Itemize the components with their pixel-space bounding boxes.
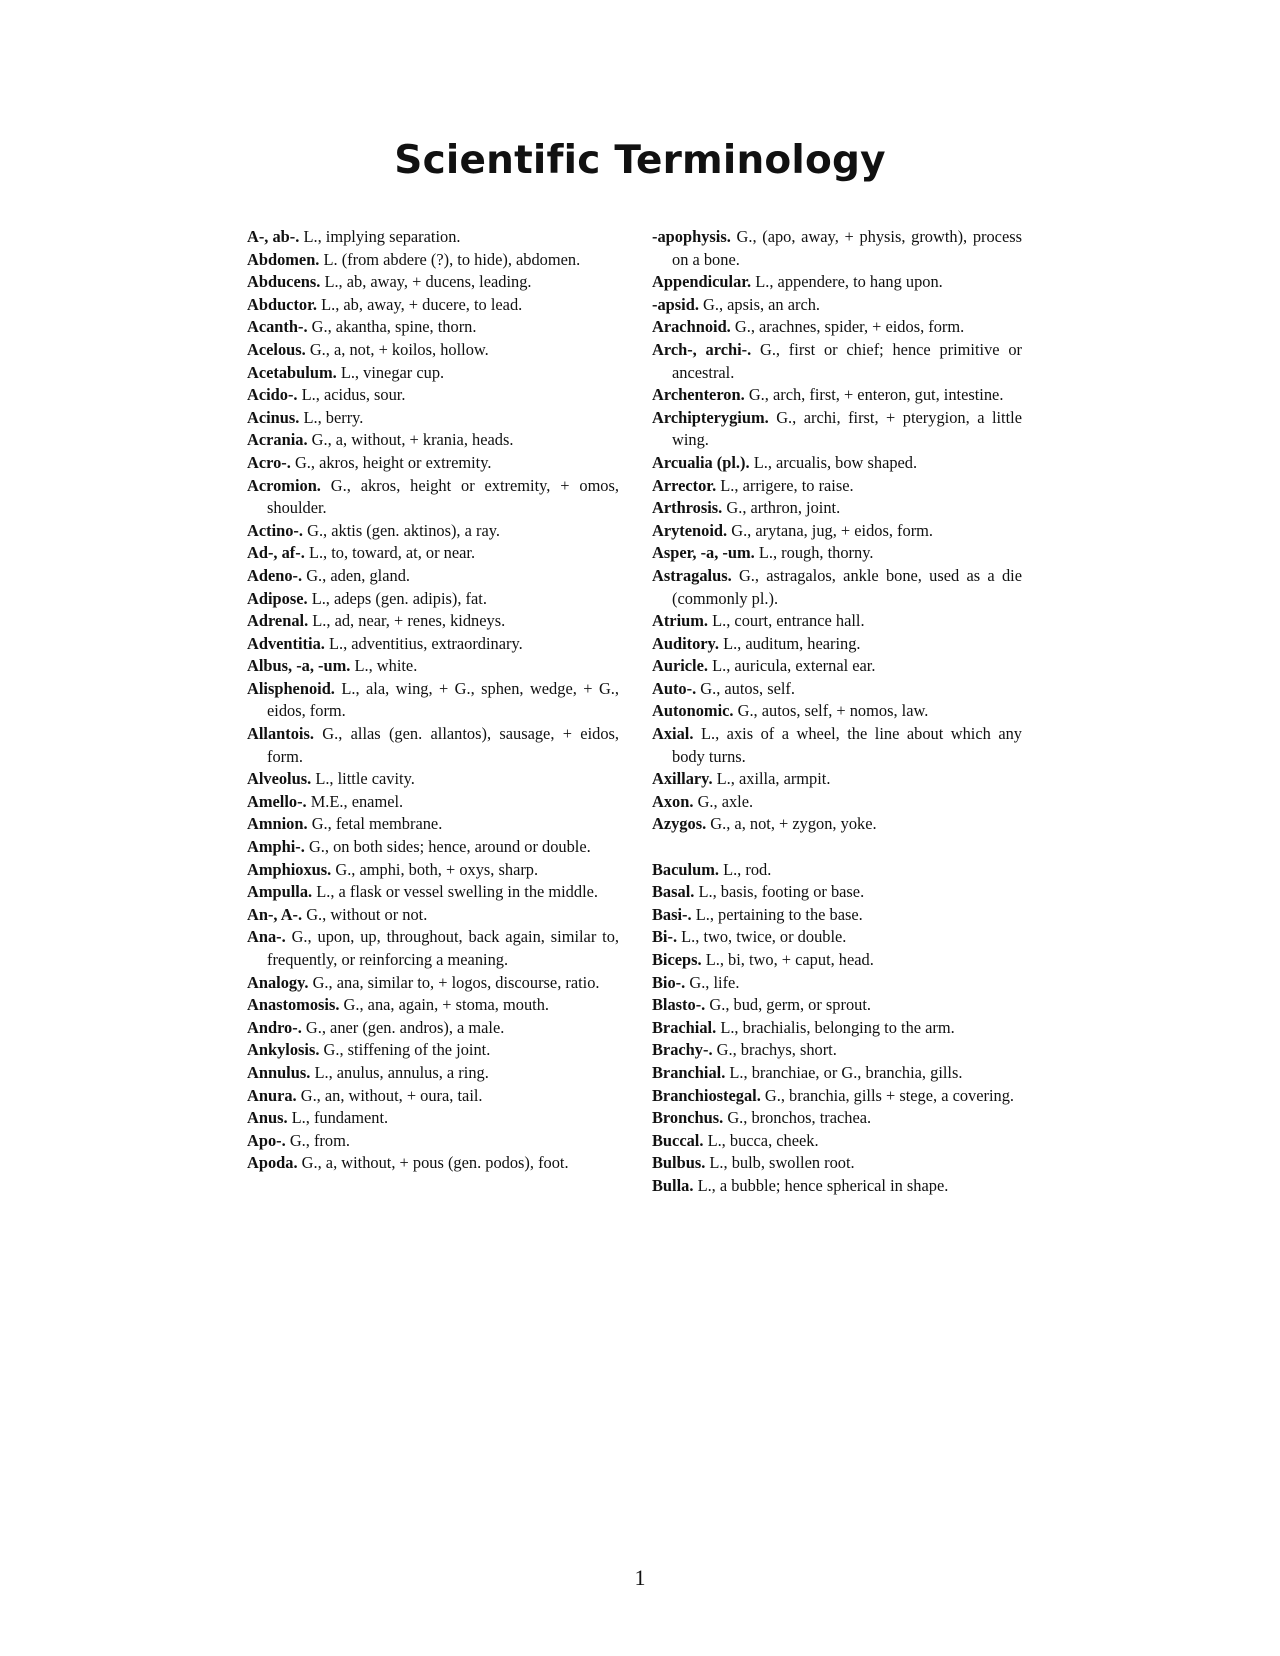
glossary-entry [652,949,1022,972]
glossary-entry [652,791,1022,814]
glossary-definition: L., ad, near, + renes, kidneys. [312,611,506,631]
glossary-definition: L., ab, away, + ducere, to lead. [321,294,523,314]
glossary-term: -apophysis. [652,227,731,246]
glossary-term: Auditory. [652,633,719,653]
glossary-term: Abducens. [247,272,321,292]
glossary-term: Auricle. [652,656,708,676]
glossary-definition: G., arthron, joint. [726,498,841,518]
glossary-definition: G., a, not, + koilos, hollow. [309,339,489,359]
glossary-definition: G., autos, self, + nomos, law. [737,701,929,721]
glossary-term: Apo-. [247,1130,286,1150]
glossary-term: Acromion. [247,475,321,495]
glossary-definition: G., aktis (gen. aktinos), a ray. [307,520,500,540]
glossary-entry [247,294,619,317]
glossary-entry [652,1130,1022,1153]
glossary-definition: G., first or chief; hence primitive or ancestral. [672,339,1022,382]
glossary-term: Bi-. [652,927,678,947]
glossary-term: Basi-. [652,904,692,924]
glossary-term: Adventitia. [247,633,325,653]
glossary-entry [247,520,619,543]
glossary-definition: L., basis, footing or base. [698,882,865,902]
glossary-entry [247,859,619,882]
glossary-entry [247,610,619,633]
glossary-entry [652,1152,1022,1175]
glossary-definition: L., axis of a wheel, the line about which any body turns. [672,724,1022,766]
glossary-entry [247,339,619,362]
glossary-definition: G., life. [689,972,740,992]
glossary-term: Archipterygium. [652,407,769,427]
glossary-term: Bulla. [652,1175,694,1195]
glossary-entry [652,859,1022,882]
glossary-definition: L., a flask or vessel swelling in the middle. [316,882,599,902]
glossary-definition: L., anulus, annulus, a ring. [314,1062,489,1082]
glossary-term: Adrenal. [247,611,309,631]
glossary-term: Axial. [652,724,694,744]
glossary-definition: G., fetal membrane. [311,814,443,834]
glossary-entry [652,1085,1022,1108]
glossary-definition: L., brachialis, belonging to the arm. [720,1017,955,1037]
glossary-entry [652,700,1022,723]
glossary-term: Ampulla. [247,882,313,902]
glossary-entry [652,407,1022,452]
glossary-entry [247,1107,619,1130]
glossary-definition: G., bronchos, trachea. [727,1108,872,1128]
glossary-entry [247,226,619,249]
glossary-definition: G., arch, first, + enteron, gut, intestine. [748,385,1004,405]
glossary-entry [247,1085,619,1108]
glossary-entry [247,926,619,971]
glossary-definition: G., stiffening of the joint. [323,1040,491,1060]
glossary-entry [652,316,1022,339]
glossary-entry [652,768,1022,791]
glossary-term: Auto-. [652,678,697,698]
glossary-entry [247,1062,619,1085]
left-glossary-column [247,226,619,1175]
glossary-definition: G., on both sides; hence, around or double. [308,837,591,857]
glossary-entry [247,655,619,678]
glossary-term: Arrector. [652,475,717,495]
glossary-entry [247,407,619,430]
glossary-definition: L., arcualis, bow shaped. [753,452,918,472]
glossary-entry [652,678,1022,701]
glossary-term: Bulbus. [652,1153,706,1173]
glossary-definition: G., allas (gen. allantos), sausage, + eidos, form. [267,724,620,766]
glossary-definition: G., akantha, spine, thorn. [311,317,477,337]
glossary-entry [652,723,1022,768]
glossary-term: A-, ab-. [247,227,300,246]
glossary-term: Astragalus. [652,565,732,585]
glossary-definition: G., upon, up, throughout, back again, similar to, frequently, or reinforcing a meaning. [267,927,619,969]
glossary-term: Amnion. [247,814,308,834]
glossary-term: Acanth-. [247,317,308,337]
glossary-entry [652,384,1022,407]
glossary-entry [652,565,1022,610]
glossary-definition: G., a, not, + zygon, yoke. [710,814,877,834]
glossary-entry [652,1175,1022,1198]
glossary-entry [247,475,619,520]
glossary-entry [652,1017,1022,1040]
glossary-definition: G., amphi, both, + oxys, sharp. [335,859,539,879]
glossary-entry [652,994,1022,1017]
glossary-entry [247,881,619,904]
glossary-entry [652,271,1022,294]
glossary-definition: G., apsis, an arch. [703,294,821,314]
glossary-term: Arthrosis. [652,498,723,518]
right-glossary-column [652,226,1022,1198]
glossary-term: Autonomic. [652,701,734,721]
glossary-definition: G., branchia, gills + stege, a covering. [764,1085,1015,1105]
glossary-entry [247,678,619,723]
glossary-definition: G., an, without, + oura, tail. [300,1085,483,1105]
glossary-definition: G., brachys, short. [716,1040,837,1060]
glossary-entry [652,542,1022,565]
glossary-term: Arch-, archi-. [652,339,752,359]
glossary-entry [652,520,1022,543]
glossary-term: Acrania. [247,430,308,450]
glossary-definition: L., bucca, cheek. [707,1130,819,1150]
glossary-term: Abductor. [247,294,317,314]
glossary-entry [247,384,619,407]
glossary-entry [247,972,619,995]
glossary-definition: G., from. [289,1130,350,1150]
glossary-entry [652,610,1022,633]
glossary-term: Biceps. [652,950,702,969]
glossary-term: Actino-. [247,520,303,540]
glossary-term: Axillary. [652,769,713,789]
glossary-term: An-, A-. [247,904,303,924]
glossary-definition: L., bulb, swollen root. [709,1153,855,1173]
glossary-entry [652,655,1022,678]
glossary-definition: L., white. [354,656,418,676]
glossary-term: Anus. [247,1108,288,1128]
glossary-entry [247,362,619,385]
glossary-term: Axon. [652,791,694,811]
glossary-entry [247,271,619,294]
glossary-entry [652,904,1022,927]
glossary-definition: L., vinegar cup. [340,362,445,382]
glossary-definition: G., aner (gen. andros), a male. [305,1017,505,1037]
glossary-term: Acinus. [247,407,300,427]
glossary-definition: L., implying separation. [303,227,461,246]
glossary-term: Arcualia (pl.). [652,452,750,472]
glossary-entry [247,1039,619,1062]
glossary-term: Ad-, af-. [247,543,305,563]
glossary-term: Abdomen. [247,249,320,269]
glossary-term: Appendicular. [652,272,752,292]
glossary-entry [652,1107,1022,1130]
glossary-term: Buccal. [652,1130,704,1150]
glossary-definition: L., adventitius, extraordinary. [328,633,523,653]
glossary-entry [652,1062,1022,1085]
glossary-definition: L., acidus, sour. [301,385,406,405]
glossary-term: Adeno-. [247,565,303,585]
glossary-definition: G., ana, again, + stoma, mouth. [343,995,549,1015]
glossary-term: Acido-. [247,385,298,405]
glossary-entry [247,768,619,791]
glossary-term: Bio-. [652,972,686,992]
glossary-term: Brachy-. [652,1040,713,1060]
glossary-term: Apoda. [247,1153,298,1173]
glossary-term: Branchial. [652,1062,726,1082]
glossary-definition: M.E., enamel. [310,791,404,811]
glossary-term: Branchiostegal. [652,1085,761,1105]
glossary-term: Amphi-. [247,837,305,857]
glossary-term: Anastomosis. [247,995,340,1015]
glossary-term: Anura. [247,1085,297,1105]
glossary-entry [652,1039,1022,1062]
page-title: Scientific Terminology [394,138,886,183]
glossary-entry [247,588,619,611]
glossary-term: -apsid. [652,294,699,314]
glossary-entry [652,881,1022,904]
glossary-definition: L., bi, two, + caput, head. [705,950,874,969]
glossary-definition: L., rough, thorny. [758,543,874,563]
glossary-term: Alisphenoid. [247,678,335,698]
glossary-term: Basal. [652,882,695,902]
glossary-term: Amello-. [247,791,307,811]
glossary-term: Ankylosis. [247,1040,320,1060]
glossary-entry [247,633,619,656]
glossary-definition: L., branchiae, or G., branchia, gills. [729,1062,963,1082]
glossary-definition: G., bud, germ, or sprout. [709,995,871,1015]
glossary-term: Ana-. [247,927,286,947]
glossary-definition: G., a, without, + pous (gen. podos), foot. [301,1153,569,1173]
glossary-entry [652,813,1022,836]
glossary-definition: L., a bubble; hence spherical in shape. [697,1175,949,1195]
glossary-term: Analogy. [247,972,309,992]
glossary-entry [247,316,619,339]
glossary-entry [247,542,619,565]
glossary-term: Asper, -a, -um. [652,543,755,563]
glossary-definition: L., rod. [723,859,772,879]
glossary-entry [247,836,619,859]
glossary-entry [247,904,619,927]
glossary-entry [247,1017,619,1040]
glossary-term: Acelous. [247,339,306,359]
glossary-definition: G., axle. [697,791,754,811]
glossary-entry [652,497,1022,520]
glossary-definition: G., archi, first, + pterygion, a little wing. [672,407,1022,450]
page-number: 1 [634,1565,646,1590]
glossary-definition: G., a, without, + krania, heads. [311,430,514,450]
glossary-definition: G., astragalos, ankle bone, used as a die (commonly pl.). [672,565,1022,608]
glossary-definition: G., akros, height or extremity. [294,452,492,472]
glossary-entry [247,1130,619,1153]
glossary-entry [247,994,619,1017]
glossary-definition: L., appendere, to hang upon. [755,272,943,292]
glossary-term: Arachnoid. [652,317,731,337]
glossary-entry [652,633,1022,656]
glossary-entry [247,1152,619,1175]
glossary-entry [652,452,1022,475]
glossary-entry [247,565,619,588]
glossary-term: Annulus. [247,1062,311,1082]
glossary-term: Bronchus. [652,1108,724,1128]
glossary-entry [247,813,619,836]
glossary-definition: G., arytana, jug, + eidos, form. [731,520,934,540]
glossary-term: Atrium. [652,611,708,631]
glossary-definition: L., to, toward, at, or near. [308,543,476,563]
glossary-entry [247,452,619,475]
glossary-entry [652,972,1022,995]
glossary-term: Alveolus. [247,769,312,789]
glossary-term: Azygos. [652,814,707,834]
glossary-definition: G., autos, self. [700,678,795,698]
glossary-definition: L., two, twice, or double. [681,927,847,947]
glossary-entry [247,723,619,768]
glossary-term: Acro-. [247,452,291,472]
glossary-entry [652,475,1022,498]
glossary-entry [247,429,619,452]
glossary-definition: L., auricula, external ear. [712,656,876,676]
glossary-definition: G., (apo, away, + physis, growth), process on a bone. [672,227,1022,269]
glossary-definition: G., akros, height or extremity, + omos, shoulder. [267,475,619,518]
glossary-definition: L., arrigere, to raise. [720,475,854,495]
glossary-definition: L. (from abdere (?), to hide), abdomen. [323,249,581,269]
glossary-definition: G., arachnes, spider, + eidos, form. [734,317,965,337]
glossary-definition: L., court, entrance hall. [712,611,865,631]
glossary-term: Baculum. [652,859,719,879]
glossary-term: Arytenoid. [652,520,728,540]
glossary-entry [652,226,1022,271]
glossary-term: Albus, -a, -um. [247,656,351,676]
glossary-definition: L., little cavity. [315,769,415,789]
glossary-definition: L., adeps (gen. adipis), fat. [311,588,487,608]
glossary-definition: L., fundament. [291,1108,389,1128]
glossary-entry [247,249,619,272]
glossary-term: Acetabulum. [247,362,337,382]
glossary-term: Brachial. [652,1017,717,1037]
glossary-term: Blasto-. [652,995,706,1015]
glossary-definition: L., pertaining to the base. [695,904,863,924]
glossary-entry [652,926,1022,949]
glossary-term: Andro-. [247,1017,302,1037]
glossary-term: Adipose. [247,588,308,608]
glossary-definition: L., axilla, armpit. [716,769,831,789]
glossary-definition: G., without or not. [306,904,428,924]
glossary-term: Amphioxus. [247,859,332,879]
glossary-definition: L., ab, away, + ducens, leading. [324,272,532,292]
glossary-entry [652,339,1022,384]
glossary-entry [652,294,1022,317]
glossary-entry [247,791,619,814]
glossary-definition: L., ala, wing, + G., sphen, wedge, + G., eidos, form. [267,678,619,721]
glossary-definition: L., auditum, hearing. [723,633,861,653]
glossary-term: Archenteron. [652,385,745,405]
glossary-definition: G., ana, similar to, + logos, discourse, ratio. [312,972,600,992]
glossary-definition: G., aden, gland. [306,565,410,585]
glossary-term: Allantois. [247,724,314,744]
glossary-definition: L., berry. [303,407,364,427]
